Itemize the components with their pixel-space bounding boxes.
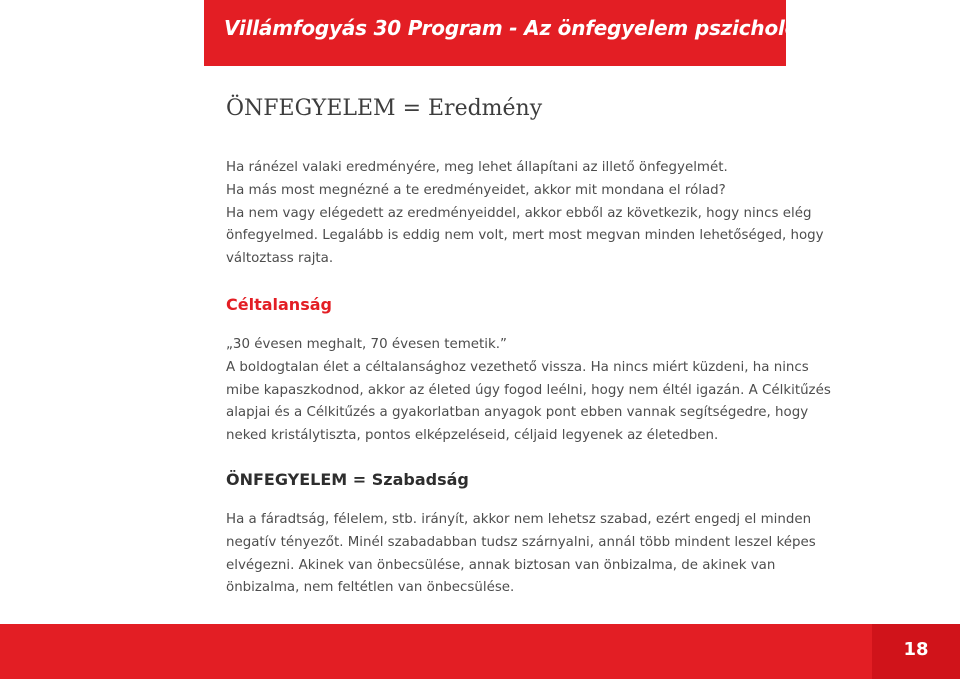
paragraph-eredmeny [226, 157, 824, 271]
text-line: változtass rajta. [226, 251, 334, 267]
header-banner [204, 0, 853, 66]
paragraph-szabadsag [226, 509, 816, 600]
section-heading-celtalansag: Céltalanság [226, 295, 332, 314]
page-number-box [872, 624, 960, 679]
section-heading-szabadsag: ÖNFEGYELEM = Szabadság [226, 470, 469, 489]
text-line: neked kristálytiszta, pontos elképzeléseid, céljaid legyenek az életedben. [226, 428, 719, 444]
text-line: mibe kapaszkodnod, akkor az életed úgy fogod leélni, hogy nem éltél igazán. A Célkitűzés [226, 382, 831, 398]
text-line: Ha nem vagy elégedett az eredményeiddel, akkor ebből az következik, hogy nincs elég [226, 205, 812, 221]
section-heading-eredmeny: ÖNFEGYELEM = Eredmény [226, 96, 543, 121]
text-line: negatív tényezőt. Minél szabadabban tudsz szárnyalni, annál több mindent leszel képes [226, 534, 816, 550]
footer-band [0, 624, 960, 679]
page-number: 18 [903, 639, 929, 660]
text-line: alapjai és a Célkitűzés a gyakorlatban anyagok pont ebben vannak segítségedre, hogy [226, 405, 809, 421]
header-title: Villámfogyás 30 Program - Az önfegyelem pszichológiája [224, 16, 853, 40]
paragraph-celtalansag [226, 334, 831, 448]
text-line: önbizalma, nem feltétlen van önbecsülése. [226, 580, 515, 596]
text-line: önfegyelmed. Legalább is eddig nem volt, mert most megvan minden lehetőséged, hogy [226, 228, 824, 244]
quote-line: „30 évesen meghalt, 70 évesen temetik.” [226, 337, 507, 352]
text-line: A boldogtalan élet a céltalansághoz vezethető vissza. Ha nincs miért küzdeni, ha nincs [226, 359, 809, 375]
text-line: elvégezni. Akinek van önbecsülése, annak biztosan van önbizalma, de akinek van [226, 557, 776, 573]
text-line: Ha ránézel valaki eredményére, meg lehet állapítani az illető önfegyelmét. [226, 160, 728, 175]
text-line: Ha más most megnézné a te eredményeidet, akkor mit mondana el rólad? [226, 182, 726, 198]
text-line: Ha a fáradtság, félelem, stb. irányít, akkor nem lehetsz szabad, ezért engedj el minden [226, 512, 812, 527]
